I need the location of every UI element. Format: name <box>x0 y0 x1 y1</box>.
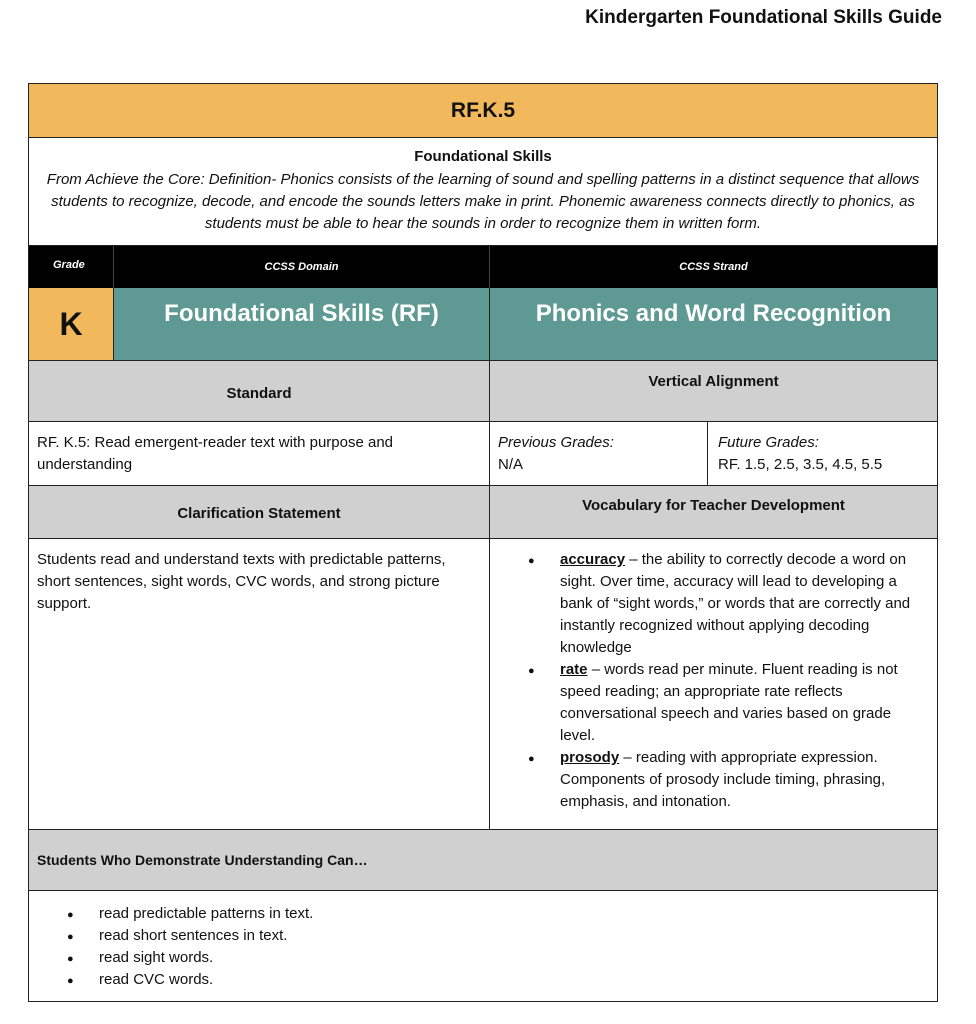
demonstrate-item: ● read short sentences in text. <box>67 925 313 947</box>
demonstrate-content-row <box>29 891 937 1001</box>
demonstrate-item: ● read predictable patterns in text. <box>67 903 313 925</box>
vocabulary-term: rate <box>560 661 588 678</box>
vocabulary-list <box>528 549 929 813</box>
clarification-label: Clarification Statement <box>29 486 490 538</box>
definition-title: Foundational Skills <box>414 148 552 165</box>
clarification-content-row <box>29 539 937 830</box>
vocabulary-definition: – reading with appropriate expression. Components of prosody include timing, phrasing, emphasis, and intonation. <box>560 749 886 810</box>
clarification-text: Students read and understand texts with predictable patterns, short sentences, sight words, CVC words, and strong picture support. <box>29 539 490 829</box>
vocabulary-item <box>528 747 929 813</box>
standard-code-row <box>29 84 937 138</box>
previous-grades-value: N/A <box>498 456 524 473</box>
demonstrate-item: ● read sight words. <box>67 947 313 969</box>
vocabulary-item <box>528 549 929 659</box>
definition-row <box>29 138 937 246</box>
vertical-alignment-label: Vertical Alignment <box>648 373 779 390</box>
previous-grades-label: Previous Grades: <box>498 434 614 451</box>
standard-text: RF. K.5: Read emergent-reader text with purpose and understanding <box>29 422 490 485</box>
previous-grades-cell <box>490 422 708 485</box>
domain-header: CCSS Domain <box>114 246 490 288</box>
column-header-row <box>29 246 937 288</box>
clarification-header-row <box>29 486 937 539</box>
vocabulary-cell <box>490 539 937 829</box>
definition-text: From Achieve the Core: Definition- Phonics consists of the learning of sound and spelling patterns in a distinct sequence that allows students to recognize, decode, and encode the sounds letters make in print. Phonemic awareness connects directly to phonics, as students must be able to hear the sounds in order to recognize them in written form. <box>46 171 920 232</box>
strand-value: Phonics and Word Recognition <box>490 288 937 360</box>
demonstrate-header-row <box>29 830 937 891</box>
future-grades-label: Future Grades: <box>718 434 819 451</box>
standard-header-row <box>29 361 937 422</box>
standard-label: Standard <box>29 361 490 421</box>
document-header-title: Kindergarten Foundational Skills Guide <box>585 7 942 28</box>
vocabulary-term: prosody <box>560 749 620 766</box>
standard-content-row <box>29 422 937 486</box>
vocabulary-item <box>528 659 929 747</box>
demonstrate-label: Students Who Demonstrate Understanding Can… <box>37 852 368 868</box>
future-grades-cell <box>708 422 937 485</box>
domain-value: Foundational Skills (RF) <box>114 288 490 360</box>
vocabulary-definition: – words read per minute. Fluent reading is not speed reading; an appropriate rate reflects conversational speech and varies based on grade level. <box>560 661 898 744</box>
demonstrate-list <box>67 903 313 991</box>
grade-header: Grade <box>29 246 114 288</box>
standard-table <box>28 83 938 1002</box>
future-grades-value: RF. 1.5, 2.5, 3.5, 4.5, 5.5 <box>718 456 883 473</box>
demonstrate-item: ● read CVC words. <box>67 969 313 991</box>
vocabulary-term: accuracy <box>560 551 626 568</box>
strand-header: CCSS Strand <box>679 261 748 273</box>
demonstrate-cell <box>29 891 313 1001</box>
domain-band-row <box>29 288 937 361</box>
vocabulary-definition: – the ability to correctly decode a word on sight. Over time, accuracy will lead to developing a bank of “sight words,” or words that are correctly and instantly recognized without applying decoding knowledge <box>560 551 911 656</box>
vocabulary-label: Vocabulary for Teacher Development <box>582 497 845 514</box>
standard-code: RF.K.5 <box>450 98 516 122</box>
grade-value: K <box>29 288 114 360</box>
